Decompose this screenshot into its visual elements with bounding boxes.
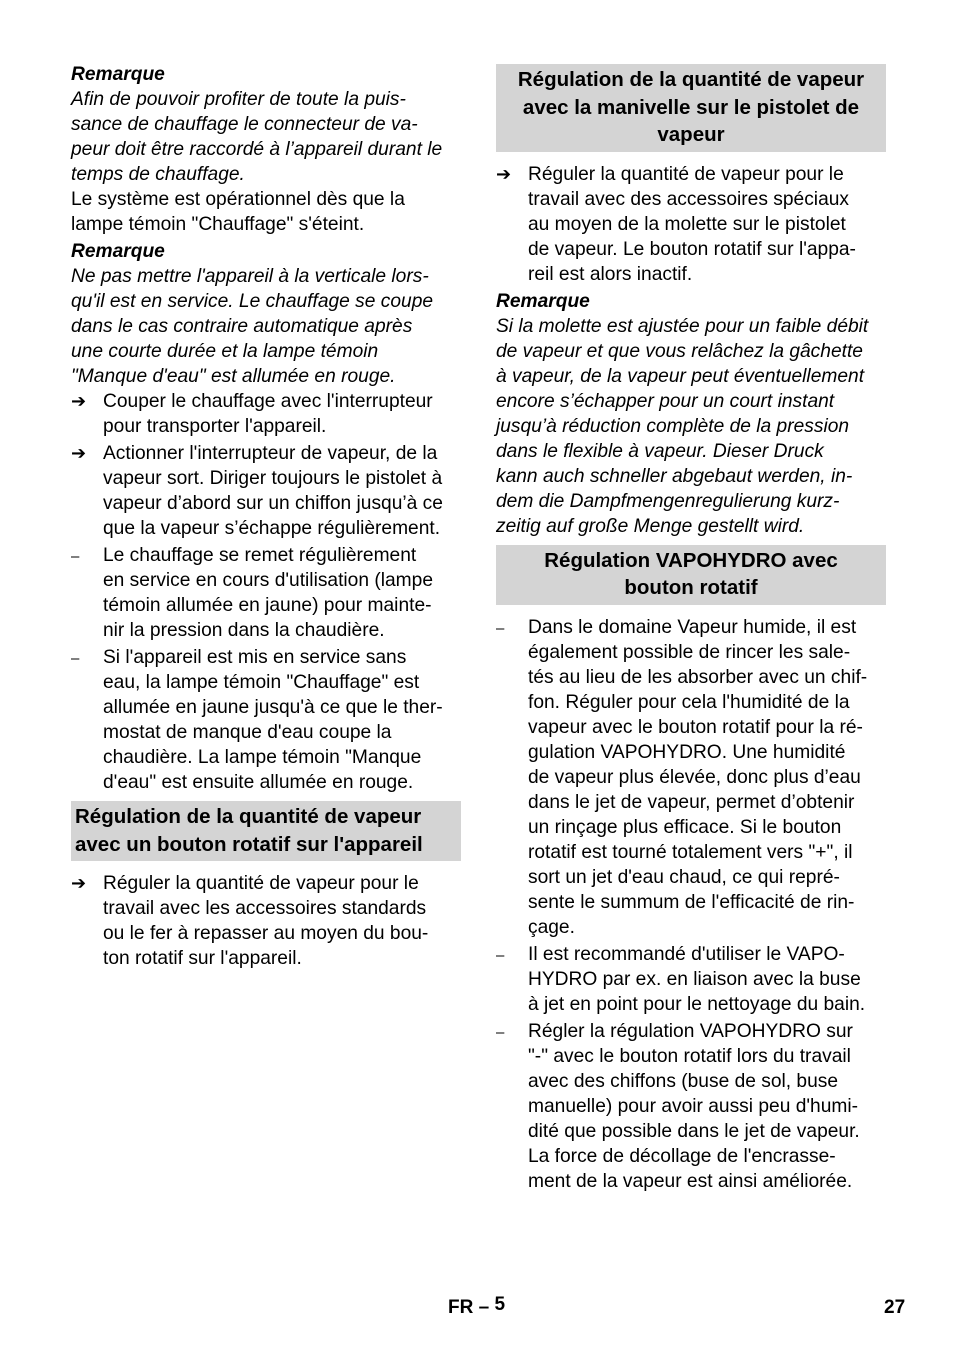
dash-bullet-icon: – [496,1023,505,1041]
paragraph [71,187,461,237]
list-item-line: çage. [528,916,575,938]
text-line: Afin de pouvoir profiter de toute la puis- [71,89,406,110]
list-item-line: vapeur d’abord sur un chiffon jusqu’à ce [103,493,443,514]
list-item-line: ton rotatif sur l'appareil. [103,948,302,969]
list-item-line: Dans le domaine Vapeur humide, il est [528,616,857,638]
list-item-line: dans le jet de vapeur, permet d’obtenir [528,791,855,813]
list-item-line: avec des chiffons (buse de sol, buse [528,1070,839,1092]
footer-section-label [448,1294,506,1319]
text-line: "Manque d'eau" est allumée en rouge. [71,366,396,387]
list-item-line: eau, la lampe témoin "Chauffage" est [103,672,420,693]
dash-bullet-icon: – [496,619,505,637]
list-item-line: Réguler la quantité de vapeur pour le [103,873,419,894]
text-line: avec la manivelle sur le pistolet de [522,95,860,119]
text-line: Ne pas mettre l'appareil à la verticale lors- [71,266,429,287]
list-item-line: rotatif est tourné totalement vers "+", il [528,841,853,863]
section-heading [496,64,886,152]
list-item [496,162,886,287]
text-line: dans le cas contraire automatique après [71,316,413,337]
note-text [71,264,461,389]
list-item-line: manuelle) pour avoir aussi peu d'humi- [528,1095,859,1117]
dash-bullet-icon: – [496,946,505,964]
list-item [71,389,461,439]
arrow-bullet-icon: ➔ [71,873,87,893]
list-item-line: un rinçage plus efficace. Si le bouton [528,816,842,838]
list-item-line: nir la pression dans la chaudière. [103,620,385,641]
list-item-line: au moyen de la molette sur le pistolet [528,213,846,235]
list-item-line: vapeur avec le bouton rotatif pour la ré- [528,716,863,738]
list-item-line: Le chauffage se remet régulièrement [103,545,417,566]
list-item-line: sort un jet d'eau chaud, ce qui repré- [528,866,840,888]
list-item-line: d'eau" est ensuite allumée en rouge. [103,772,414,793]
text-line: avec un bouton rotatif sur l'appareil [75,832,423,856]
list-item [71,441,461,541]
section-heading [71,801,461,861]
text-line: Régulation de la quantité de vapeur [75,805,422,828]
list-item-line: fon. Réguler pour cela l'humidité de la [528,691,850,713]
text-line: temps de chauffage. [71,164,245,185]
text-line: une courte durée et la lampe témoin [71,341,379,362]
list-item-line: sente le summum de l'efficacité de rin- [528,891,855,913]
text-line: Régulation de la quantité de vapeur [517,68,865,91]
list-item [71,871,461,971]
note-title: Remarque [71,241,165,262]
text-line: Si la molette est ajustée pour un faible débit [496,315,869,337]
text-line: bouton rotatif [624,576,758,599]
list-item-line: tés au lieu de les absorber avec un chif- [528,666,868,688]
list-item-line: témoin allumée en jaune) pour mainte- [103,595,432,616]
list-item-line: Réguler la quantité de vapeur pour le [528,163,844,185]
list-item-line: en service en cours d'utilisation (lampe [103,570,434,591]
text-line: dans le flexible à vapeur. Dieser Druck [496,440,824,462]
text-line: jusqu’à réduction complète de la pression [496,415,850,437]
list-item-line: La force de décollage de l'encrasse- [528,1145,836,1167]
text-line: Le système est opérationnel dès que la [71,189,405,210]
arrow-bullet-icon: ➔ [71,391,87,411]
list-item-line: vapeur sort. Diriger toujours le pistolet à [103,468,443,489]
list-item-line: dité que possible dans le jet de vapeur. [528,1120,860,1142]
list-item-line: reil est alors inactif. [528,263,693,285]
instruction-list [496,162,886,287]
arrow-bullet-icon: ➔ [496,163,512,184]
arrow-bullet-icon: ➔ [71,443,87,463]
list-item-line: Il est recommandé d'utiliser le VAPO- [528,943,845,965]
list-item-line: travail avec les accessoires standards [103,898,427,919]
list-item-line: mostat de manque d'eau coupe la [103,722,392,743]
list-item-line: ou le fer à repasser au moyen du bou- [103,923,429,944]
text-line: encore s’échapper pour un court instant [496,390,835,412]
footer-section: 5 [494,1294,506,1315]
instruction-list [71,389,461,795]
text-line: zeitig auf große Menge gestellt wird. [496,515,805,537]
list-item [496,1019,886,1194]
note-title: Remarque [71,64,165,85]
list-item-line: "-" avec le bouton rotatif lors du travail [528,1045,851,1067]
text-line: lampe témoin "Chauffage" s'éteint. [71,214,365,235]
list-item-line: travail avec des accessoires spéciaux [528,188,850,210]
instruction-list [71,871,461,971]
right-column [496,62,886,1196]
list-item-line: Si l'appareil est mis en service sans [103,647,407,668]
list-item-line: Couper le chauffage avec l'interrupteur [103,391,433,412]
note-text [496,314,886,539]
footer-separator: – [478,1297,490,1318]
list-item-line: à jet en point pour le nettoyage du bain. [528,993,866,1015]
list-item-line: Actionner l'interrupteur de vapeur, de la [103,443,438,464]
text-line: à vapeur, de la vapeur peut éventuellement [496,365,865,387]
text-line: sance de chauffage le connecteur de va- [71,114,418,135]
text-line: dem die Dampfmengenregulierung kurz- [496,490,840,512]
list-item-line: de vapeur plus élevée, donc plus d’eau [528,766,861,788]
text-line: de vapeur et que vous relâchez la gâchette [496,340,863,362]
list-item-line: chaudière. La lampe témoin "Manque [103,747,422,768]
text-line: kann auch schneller abgebaut werden, in- [496,465,853,487]
note-title: Remarque [496,290,590,312]
text-line: Régulation VAPOHYDRO avec [544,548,838,572]
list-item-line: de vapeur. Le bouton rotatif sur l'appa- [528,238,856,260]
list-item-line: pour transporter l'appareil. [103,416,327,437]
instruction-list [496,615,886,1194]
list-item-line: HYDRO par ex. en liaison avec la buse [528,968,861,990]
left-column [71,62,461,973]
list-item [496,615,886,940]
note-text [71,87,461,187]
list-item-line: également possible de rincer les sale- [528,641,851,663]
list-item-line: ment de la vapeur est ainsi améliorée. [528,1170,853,1192]
text-line: qu'il est en service. Le chauffage se coupe [71,291,434,312]
list-item-line: Régler la régulation VAPOHYDRO sur [528,1020,853,1042]
list-item-line: gulation VAPOHYDRO. Une humidité [528,741,846,763]
list-item [71,543,461,643]
list-item [496,942,886,1017]
list-item-line: que la vapeur s’échappe régulièrement. [103,518,441,539]
page-number: 27 [884,1297,906,1318]
list-item-line: allumée en jaune jusqu'à ce que le ther- [103,697,443,718]
dash-bullet-icon: – [71,548,80,565]
text-line: vapeur [657,123,725,146]
dash-bullet-icon: – [71,650,80,667]
footer-language: FR [448,1297,474,1318]
text-line: peur doit être raccordé à l’appareil durant le [71,139,443,160]
list-item [71,645,461,795]
section-heading [496,545,886,605]
